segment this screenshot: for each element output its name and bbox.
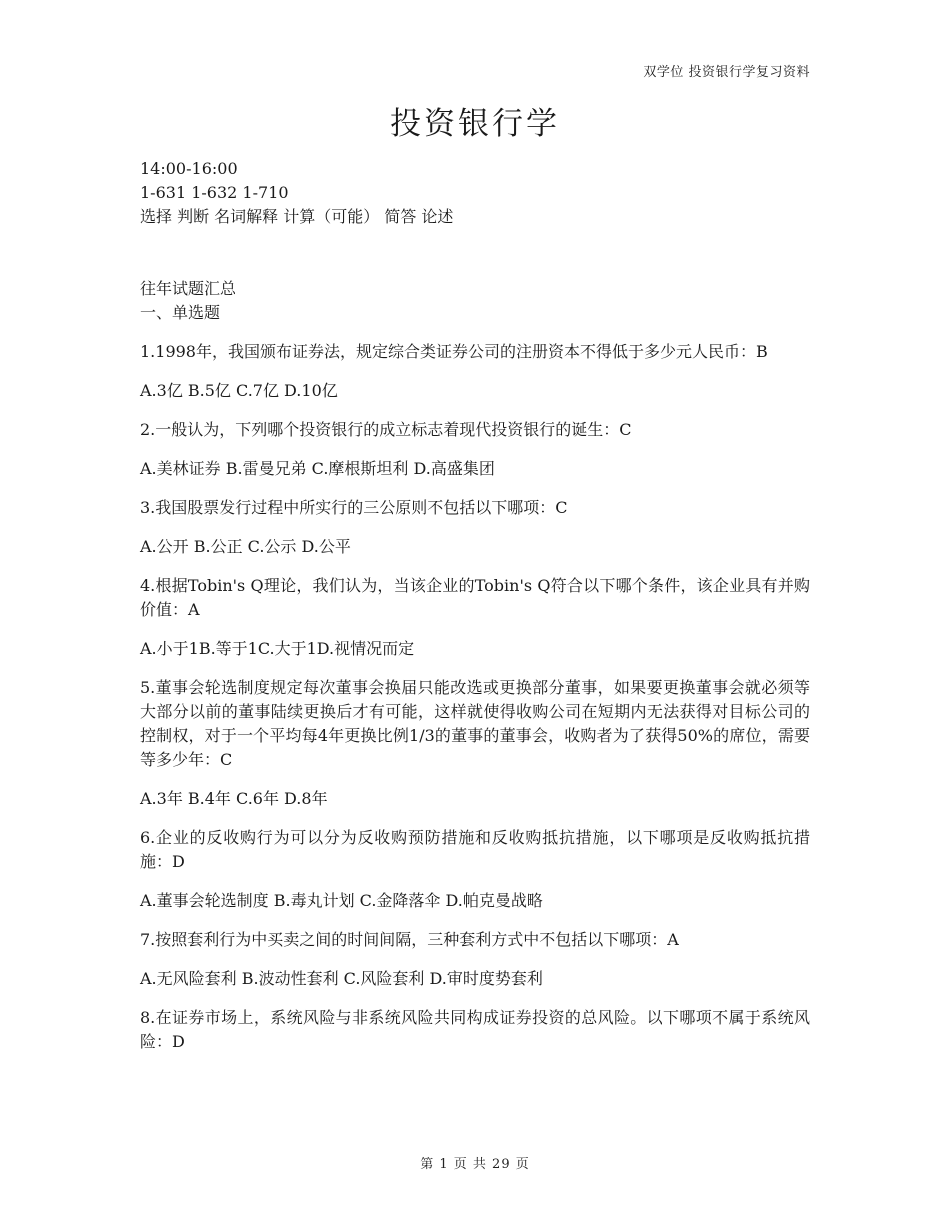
section-subheading: 一、单选题 [140,303,221,322]
section-heading: 往年试题汇总 [140,279,237,298]
page-number: 第 1 页 共 29 页 [420,1157,530,1172]
question-options: A.公开 B.公正 C.公示 D.公平 [140,537,351,556]
question-text: 8.在证券市场上，系统风险与非系统风险共同构成证券投资的总风险。以下哪项不属于系统风险：D [140,1008,810,1051]
question-text: 5.董事会轮选制度规定每次董事会换届只能改选或更换部分董事，如果要更换董事会就必须等大部分以前的董事陆续更换后才有可能，这样就使得收购公司在短期内无法获得对目标公司的控制权，对于一个平均每4年更换比例1/3的董事的董事会，收购者为了获得50%的席位，需要等多少年：C [140,678,810,769]
page-title: 投资银行学 [390,106,560,142]
question-text: 2.一般认为，下列哪个投资银行的成立标志着现代投资银行的诞生：C [140,420,632,439]
question-options: A.美林证券 B.雷曼兄弟 C.摩根斯坦利 D.高盛集团 [140,459,495,478]
exam-rooms: 1-631 1-632 1-710 [140,183,289,202]
question-options: A.小于1B.等于1C.大于1D.视情况而定 [140,639,415,658]
question-options: A.3亿 B.5亿 C.7亿 D.10亿 [140,381,338,400]
question-options: A.3年 B.4年 C.6年 D.8年 [140,789,328,808]
question-list [140,277,810,1054]
question-options: A.无风险套利 B.波动性套利 C.风险套利 D.审时度势套利 [140,969,543,988]
exam-meta [140,157,453,229]
question-text: 4.根据Tobin's Q理论，我们认为，当该企业的Tobin's Q符合以下哪个条件，该企业具有并购价值：A [140,576,810,619]
question-text: 1.1998年，我国颁布证券法，规定综合类证券公司的注册资本不得低于多少元人民币：B [140,342,768,361]
question-options: A.董事会轮选制度 B.毒丸计划 C.金降落伞 D.帕克曼战略 [140,891,543,910]
question-text: 6.企业的反收购行为可以分为反收购预防措施和反收购抵抗措施，以下哪项是反收购抵抗措施：D [140,828,810,871]
header-note: 双学位 投资银行学复习资料 [643,65,810,80]
exam-time: 14:00-16:00 [140,159,238,178]
question-text: 3.我国股票发行过程中所实行的三公原则不包括以下哪项：C [140,498,568,517]
question-text: 7.按照套利行为中买卖之间的时间间隔，三种套利方式中不包括以下哪项：A [140,930,679,949]
exam-question-types: 选择 判断 名词解释 计算（可能） 简答 论述 [140,207,454,226]
